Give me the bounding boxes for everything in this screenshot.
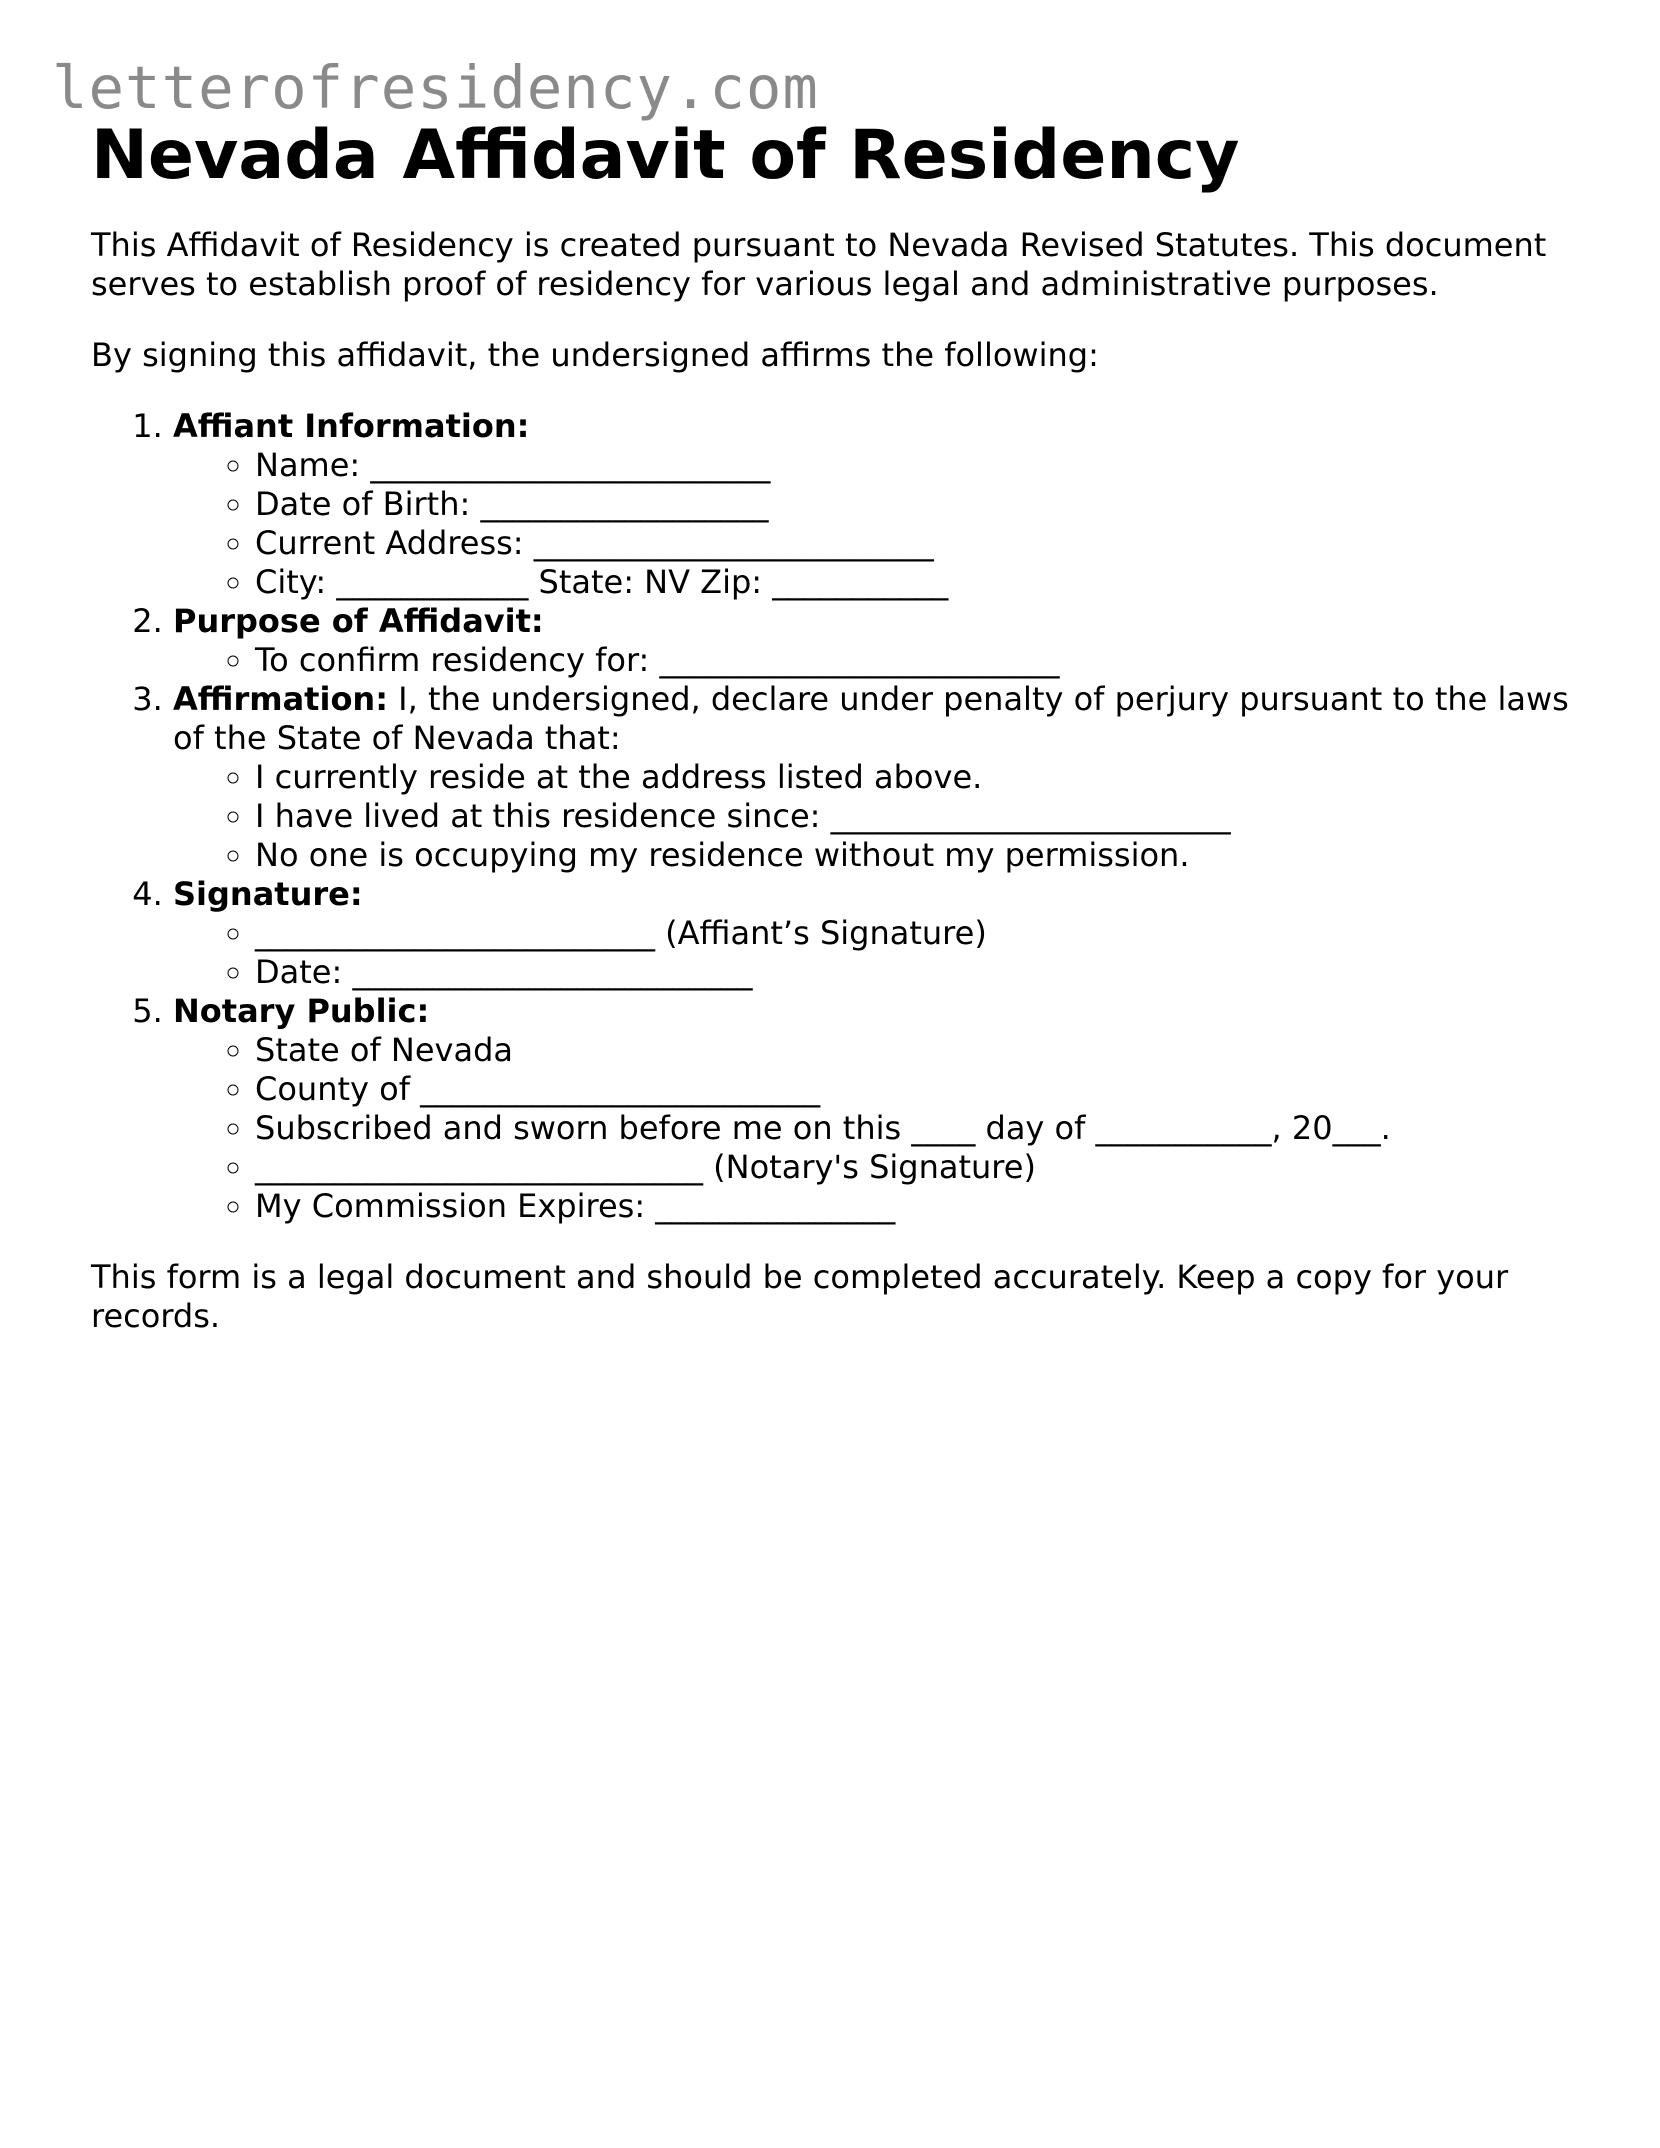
closing-paragraph: This form is a legal document and should be completed accurately. Keep a copy for your records.: [91, 1258, 1509, 1335]
section-items: [173, 758, 1581, 875]
section-heading: Affiant Information:: [173, 407, 530, 445]
document-page: [91, 112, 1581, 1336]
section-affirmation: [173, 680, 1581, 875]
section-heading: Affirmation:: [173, 680, 388, 718]
section-text: I, the undersigned, declare under penalty of perjury pursuant to the laws of the State of Nevada that:: [173, 680, 1569, 757]
affidavit-sections: [91, 407, 1581, 1226]
section-items: [173, 641, 1581, 680]
name-line: ◦ Name: _________________________: [255, 446, 1581, 485]
occupancy-statement: ◦ No one is occupying my residence without my permission.: [255, 836, 1581, 875]
signature-date-line: ◦ Date: _________________________: [255, 953, 1581, 992]
section-items: [173, 446, 1581, 602]
current-address-line: ◦ Current Address: _________________________: [255, 524, 1581, 563]
sworn-date-line: ◦ Subscribed and sworn before me on this ____ day of ___________, 20___.: [255, 1109, 1581, 1148]
document-title: Nevada Affidavit of Residency: [91, 116, 1240, 195]
commission-expires-line: ◦ My Commission Expires: _______________: [255, 1187, 1581, 1226]
notary-signature-line: ◦ ____________________________ (Notary's Signature): [255, 1148, 1581, 1187]
section-items: [173, 914, 1581, 992]
residency-purpose-line: ◦ To confirm residency for: _________________________: [255, 641, 1581, 680]
notary-state-line: ◦ State of Nevada: [255, 1031, 1581, 1070]
intro-paragraph: This Affidavit of Residency is created pursuant to Nevada Revised Statutes. This document serves to establish proof of residency for various legal and administrative purposes.: [91, 226, 1547, 303]
section-signature: [173, 875, 1581, 992]
section-heading: Purpose of Affidavit:: [173, 602, 544, 640]
notary-county-line: ◦ County of _________________________: [255, 1070, 1581, 1109]
section-affiant-information: [173, 407, 1581, 602]
city-state-zip-line: ◦ City: ____________ State: NV Zip: ___________: [255, 563, 1581, 602]
section-items: [173, 1031, 1581, 1226]
watermark: letterofresidency.com: [52, 53, 819, 122]
section-heading: Notary Public:: [173, 992, 430, 1030]
date-of-birth-line: ◦ Date of Birth: __________________: [255, 485, 1581, 524]
section-notary-public: [173, 992, 1581, 1226]
reside-statement: ◦ I currently reside at the address listed above.: [255, 758, 1581, 797]
affiant-signature-line: ◦ _________________________ (Affiant’s Signature): [255, 914, 1581, 953]
lead-paragraph: By signing this affidavit, the undersigned affirms the following:: [91, 336, 1099, 374]
residence-since-line: ◦ I have lived at this residence since: _________________________: [255, 797, 1581, 836]
section-heading: Signature:: [173, 875, 363, 913]
section-purpose: [173, 602, 1581, 680]
